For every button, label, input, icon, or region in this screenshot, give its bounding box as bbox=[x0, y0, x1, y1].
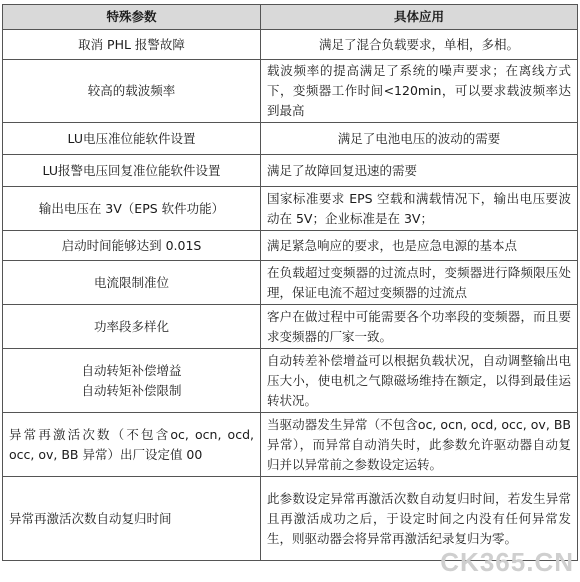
spec-table bbox=[2, 4, 578, 561]
table-row bbox=[3, 349, 578, 413]
table-row bbox=[3, 231, 578, 261]
application-cell: 当驱动器发生异常（不包含oc, ocn, ocd, occ, ov, BB异常），而异常自动消失时，此参数允许驱动器自动复归并以异常前之参数设定运转。 bbox=[261, 413, 578, 477]
application-cell: 在负载超过变频器的过流点时，变频器进行降频限压处理，保证电流不超过变频器的过流点 bbox=[261, 261, 578, 305]
table-row bbox=[3, 187, 578, 231]
application-cell: 自动转差补偿增益可以根据负载状况，自动调整输出电压大小，使电机之气隙磁场维持在额定，以得到最佳运转状况。 bbox=[261, 349, 578, 413]
watermark-logo: CK365.CN bbox=[440, 547, 574, 577]
application-cell: 满足紧急响应的要求，也是应急电源的基本点 bbox=[261, 231, 578, 261]
param-cell: 较高的载波频率 bbox=[3, 60, 261, 123]
application-cell: 客户在做过程中可能需要各个功率段的变频器，而且要求变频器的厂家一致。 bbox=[261, 305, 578, 349]
application-cell: 满足了电池电压的波动的需要 bbox=[261, 123, 578, 155]
param-cell: 启动时间能够达到 0.01S bbox=[3, 231, 261, 261]
application-cell: 满足了故障回复迅速的需要 bbox=[261, 155, 578, 187]
table-row bbox=[3, 60, 578, 123]
param-cell bbox=[3, 349, 261, 413]
application-cell: 此参数设定异常再激活次数自动复归时间，若发生异常且再激活成功之后，于设定时间之内没有任何异常发生，则驱动器会将异常再激活纪录复归为零。 bbox=[261, 477, 578, 561]
param-cell: 输出电压在 3V（EPS 软件功能） bbox=[3, 187, 261, 231]
table-row bbox=[3, 30, 578, 60]
application-cell: 载波频率的提高满足了系统的噪声要求；在离线方式下，变频器工作时间<120min，可以要求载波频率达到最高 bbox=[261, 60, 578, 123]
param-cell: 电流限制准位 bbox=[3, 261, 261, 305]
param-cell: LU报警电压回复准位能软件设置 bbox=[3, 155, 261, 187]
param-cell: 异常再激活次数自动复归时间 bbox=[3, 477, 261, 561]
param-cell: 异常再激活次数（不包含oc, ocn, ocd, occ, ov, BB 异常）出厂设定值 00 bbox=[3, 413, 261, 477]
param-cell: 功率段多样化 bbox=[3, 305, 261, 349]
param-line: 自动转矩补偿限制 bbox=[81, 382, 182, 398]
header-param: 特殊参数 bbox=[3, 5, 261, 30]
param-cell: 取消 PHL 报警故障 bbox=[3, 30, 261, 60]
table-header-row bbox=[3, 5, 578, 30]
table-row bbox=[3, 413, 578, 477]
table-row bbox=[3, 305, 578, 349]
param-cell: LU电压准位能软件设置 bbox=[3, 123, 261, 155]
header-application: 具体应用 bbox=[261, 5, 578, 30]
table-row bbox=[3, 261, 578, 305]
application-cell: 国家标准要求 EPS 空载和满载情况下，输出电压要波动在 5V；企业标准是在 3V； bbox=[261, 187, 578, 231]
application-cell: 满足了混合负载要求，单相，多相。 bbox=[261, 30, 578, 60]
table-row bbox=[3, 123, 578, 155]
table-row bbox=[3, 155, 578, 187]
param-line: 自动转矩补偿增益 bbox=[81, 362, 182, 378]
